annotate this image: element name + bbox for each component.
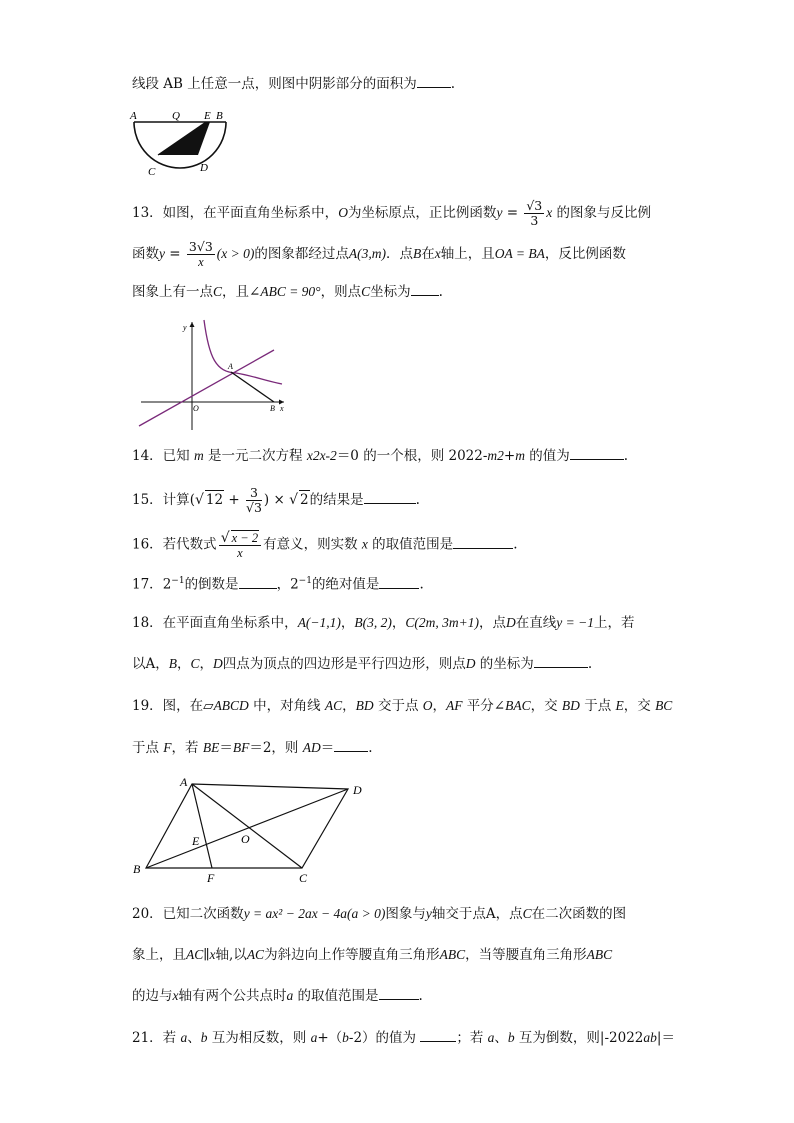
answer-blank xyxy=(334,739,368,752)
coordinate-figure xyxy=(136,318,296,433)
label-a: A xyxy=(130,110,137,122)
answer-blank xyxy=(379,987,419,1000)
question-18-line-1: 18．在平面直角坐标系中，A(−1,1)，B(3, 2)，C(2m, 3m+1)，点D在直线y = −1上，若 xyxy=(132,615,635,631)
question-16: 16．若代数式 $\frac{√ x - 2}{x}$ 有意义，则实数 x 的取值范围是 . xyxy=(132,530,518,560)
diagonal-bd xyxy=(146,789,348,868)
question-21: 21．若 a、b 互为相反数，则 a+（b-2）的值为 ；若 a、b 互为倒数，则|-2022ab|＝ xyxy=(132,1030,675,1046)
question-19-line-1: 19．图，在▱ABCD 中，对角线 AC，BD 交于点 O，AF 平分∠BAC，交 BD 于点 E，交 BC xyxy=(132,698,673,714)
label-b: B xyxy=(216,110,223,122)
question-13-line-1: 13．如图，在平面直角坐标系中，O为坐标原点，正比例函数y = $\frac{√3}{3}$ x 的图象与反比例 xyxy=(132,198,652,228)
label-a: A xyxy=(228,362,233,371)
answer-blank xyxy=(417,75,451,88)
answer-blank xyxy=(420,1029,456,1042)
question-19-line-2: 于点 F，若 BE＝BF＝2，则 AD＝ . xyxy=(132,740,373,756)
question-17: 17．$2^{-1}$的倒数是 ，$2^{-1}$的绝对值是 . xyxy=(132,576,424,593)
label-o: O xyxy=(193,404,199,413)
answer-blank xyxy=(364,491,416,504)
question-20-line-1: 20．已知二次函数y = ax² − 2ax − 4a(a > 0)图象与y轴交于点A，点C在二次函数的图 xyxy=(132,906,627,922)
semicircle-figure xyxy=(128,108,238,183)
question-20-line-2: 象上，且AC∥x轴,以AC为斜边向上作等腰直角三角形ABC，当等腰直角三角形ABC xyxy=(132,947,613,963)
answer-blank xyxy=(453,536,513,549)
answer-blank xyxy=(379,576,419,589)
label-d: D xyxy=(200,162,208,174)
label-y: y xyxy=(183,323,187,332)
label-c: C xyxy=(299,871,308,885)
label-f: F xyxy=(207,871,215,885)
label-d: D xyxy=(353,783,362,797)
question-13-line-2: 函数y = $\frac{3√3}{x}$ (x > 0)的图象都经过点A(3,m)．点B在x轴上，且OA = BA，反比例函数 xyxy=(132,239,626,269)
label-e: E xyxy=(204,110,211,122)
label-b: B xyxy=(270,404,275,413)
answer-blank xyxy=(239,576,277,589)
question-18-line-2: 以A，B，C，D四点为顶点的四边形是平行四边形，则点D 的坐标为 . xyxy=(132,656,593,672)
question-14: 14．已知 m 是一元二次方程 x2x-2＝0 的一个根，则 2022-m2+m 的值为 . xyxy=(132,448,629,464)
question-15: 15．计算(√ 12 + $\frac{3}{√3}$ ) × √ 2的结果是 . xyxy=(132,485,420,515)
answer-blank xyxy=(534,655,588,668)
label-o: O xyxy=(241,832,250,846)
answer-blank xyxy=(570,447,624,460)
answer-blank xyxy=(411,283,439,296)
label-e: E xyxy=(192,834,200,848)
label-b: B xyxy=(133,862,141,876)
question-12-tail: 线段 AB 上任意一点，则图中阴影部分的面积为 . xyxy=(132,76,456,92)
parallelogram-figure xyxy=(128,775,378,885)
label-x: x xyxy=(280,404,284,413)
label-a: A xyxy=(180,775,188,789)
question-20-line-3: 的边与x轴有两个公共点时a 的取值范围是 . xyxy=(132,988,423,1004)
question-13-line-3: 图象上有一点C，且∠ABC = 90°，则点C坐标为 . xyxy=(132,284,443,300)
label-q: Q xyxy=(172,110,180,122)
label-c: C xyxy=(148,166,156,178)
